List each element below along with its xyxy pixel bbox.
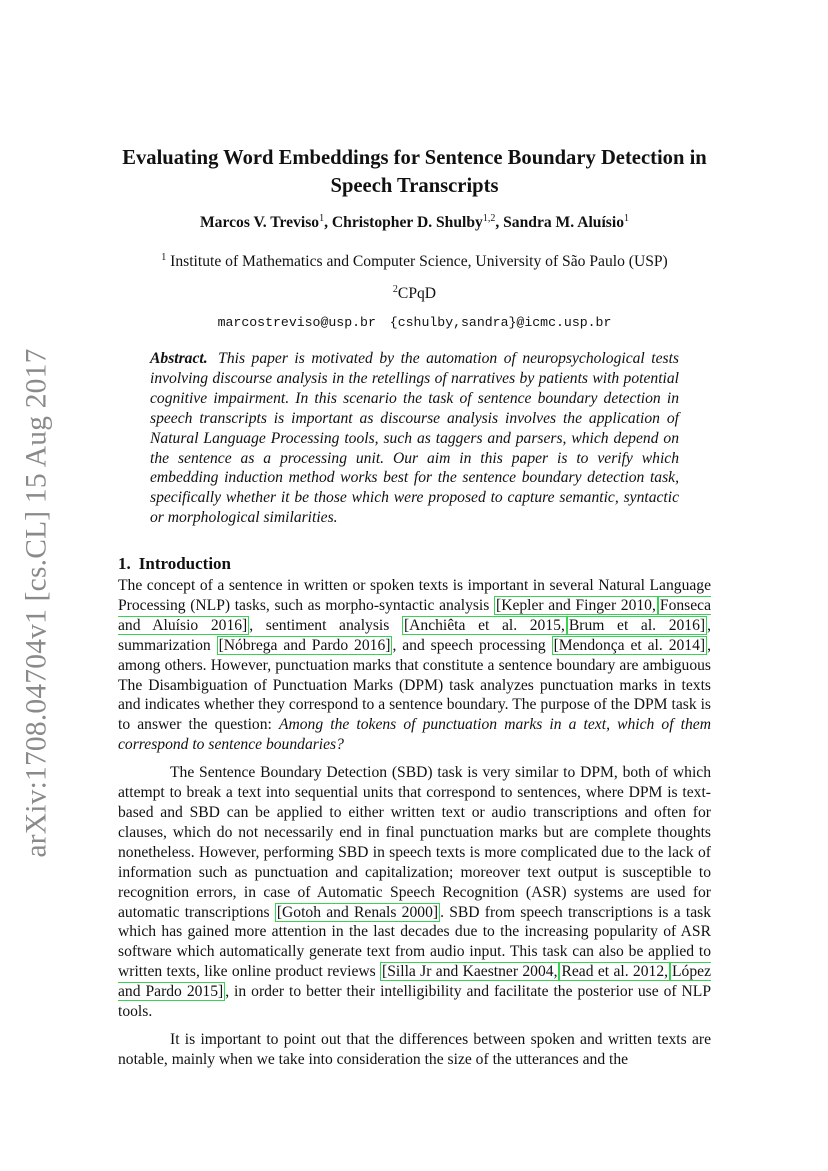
affiliation-usp: [118, 247, 711, 273]
abstract-label: Abstract.: [150, 350, 208, 367]
author-affiliation-mark: 1: [624, 213, 630, 224]
text-run: , in order to better their intelligibility and facilitate the posterior use of NLP tools.: [118, 983, 712, 1021]
author-name: Christopher D. Shulby: [331, 214, 483, 231]
email-address[interactable]: marcostreviso@usp.br: [217, 315, 376, 330]
affiliation-cpqd: [118, 279, 711, 305]
paragraph: [118, 763, 711, 1022]
affiliation-mark: 2: [392, 284, 398, 295]
author-affiliation-mark: 1,2: [482, 213, 496, 224]
text-run: It is important to point out that the differences between spoken and written texts are notable, mainly when we take into consideration the size of the utterances and the: [118, 1030, 711, 1068]
abstract: [150, 349, 679, 528]
author-name: Marcos V. Treviso: [199, 214, 320, 231]
section-heading: [118, 553, 231, 575]
citation-link[interactable]: [Silla Jr and Kaestner 2004,: [382, 963, 558, 981]
text-run: , among others. However, punctuation marks that constitute a sentence boundary are ambiguous The Disambiguation of Punctuation Marks (DPM) task analyzes punctuation marks in texts and indicates whether they correspond to a sentence boundary. The purpose of the DPM task is to answer the question:: [118, 636, 711, 734]
citation-link[interactable]: [Kepler and Finger 2010,: [496, 596, 656, 614]
text-run: , summarization: [118, 616, 711, 654]
citation-link[interactable]: Read et al. 2012,: [561, 963, 669, 981]
arxiv-identifier: arXiv:1708.04704v1 [cs.CL] 15 Aug 2017: [20, 348, 53, 858]
citation-link[interactable]: López and Pardo 2015]: [118, 963, 711, 1001]
author-name: Sandra M. Aluísio: [503, 214, 625, 231]
email-address[interactable]: {cshulby,sandra}@icmc.usp.br: [389, 315, 612, 330]
affiliation-text: Institute of Mathematics and Computer Science, University of São Paulo (USP): [170, 253, 668, 270]
research-question: Among the tokens of punctuation marks in a text, which of them correspond to sentence boundaries?: [118, 716, 711, 754]
text-run: The Sentence Boundary Detection (SBD) task is very similar to DPM, both of which attempt to break a text into sequential units that correspond to sentences, where DPM is text-based and SBD can be applied to either written text or audio transcriptions and often for clauses, which do not necessarily end in final punctuation marks but are complete thoughts nonetheless. However, performing SBD in speech texts is more complicated due to the lack of information such as punctuation and capitalization; moreover text output is susceptible to recognition errors, in case of Automatic Speech Recognition (ASR) systems are used for automatic transcriptions: [118, 764, 711, 921]
paper-title: Evaluating Word Embeddings for Sentence Boundary Detection in Speech Transcripts: [122, 147, 707, 197]
text-run: , and speech processing: [392, 636, 552, 654]
citation-link[interactable]: [Gotoh and Renals 2000]: [276, 903, 439, 921]
text-run: The concept of a sentence in written or spoken texts is important in several Natural Language Processing (NLP) tasks, such as morpho-syntactic analysis: [118, 577, 711, 614]
author-list: Marcos V. Treviso$^1$, Christopher D. Shulby$^{1,2}$, Sandra M. Aluísio$^1$: [199, 213, 630, 231]
citation-link[interactable]: [Anchiêta et al. 2015,: [403, 616, 565, 634]
introduction-body: [118, 576, 711, 1070]
author-affiliation-mark: 1: [319, 213, 325, 224]
section-title: Introduction: [138, 554, 232, 573]
affiliation-text: CPqD: [397, 285, 437, 302]
section-number: 1.: [118, 554, 131, 573]
abstract-text: This paper is motivated by the automation of neuropsychological tests involving discourse analysis in the retellings of narratives by patients with potential cognitive impairment. In this scenario the task of sentence boundary detection in speech transcripts is important as discourse analysis involves the application of Natural Language Processing tools, such as taggers and parsers, which depend on the sentence as a processing unit. Our aim in this paper is to verify which embedding induction method works best for the sentence boundary detection task, specifically whether it be those which were proposed to capture semantic, syntactic or morphological similarities.: [150, 350, 679, 527]
affiliation-mark: 1: [161, 252, 167, 263]
email-line: [118, 313, 711, 333]
text-run: . SBD from speech transcriptions is a task which has gained more attention in the last decades due to the increasing popularity of ASR software which automatically generate text from audio input. This task can also be applied to written texts, like online product reviews: [118, 903, 711, 981]
paragraph: [118, 576, 711, 755]
text-run: , sentiment analysis: [249, 616, 402, 634]
citation-link[interactable]: Brum et al. 2016]: [568, 616, 706, 634]
paragraph: [118, 1030, 711, 1070]
citation-link[interactable]: Fonseca and Aluísio 2016]: [118, 596, 711, 634]
citation-link[interactable]: [Nóbrega and Pardo 2016]: [218, 636, 391, 654]
citation-link[interactable]: [Mendonça et al. 2014]: [553, 636, 706, 654]
